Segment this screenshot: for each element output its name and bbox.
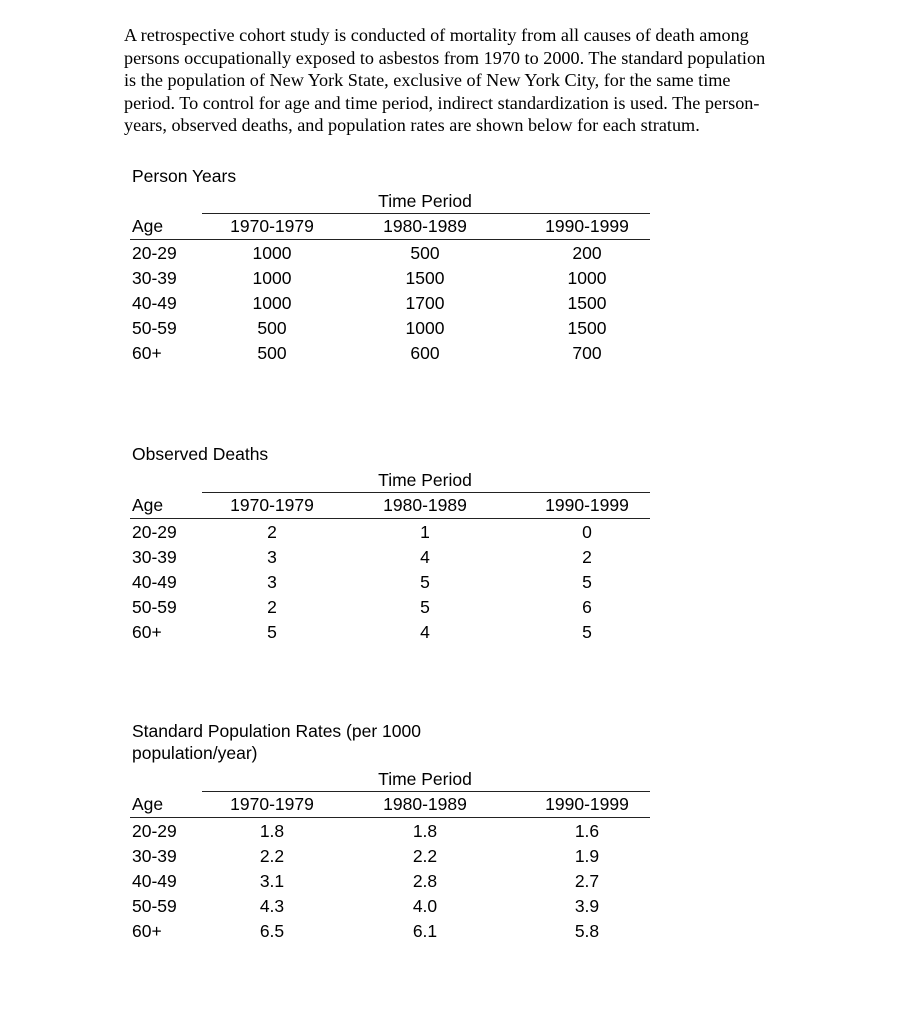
value-cell: 6.5 bbox=[259, 921, 285, 941]
table-row bbox=[130, 919, 650, 944]
intro-paragraph bbox=[124, 24, 836, 137]
value-cell: 1000 bbox=[252, 243, 292, 263]
standard-rates-title: Standard Population Rates (per 1000 population/year) bbox=[132, 721, 421, 763]
value-cell: 1000 bbox=[252, 268, 292, 288]
value-cell: 5 bbox=[582, 622, 592, 642]
age-cell: 20-29 bbox=[132, 821, 177, 841]
table-row bbox=[130, 819, 650, 844]
time-period-rule bbox=[202, 791, 650, 792]
time-period-rule bbox=[202, 213, 650, 214]
column-header: 1990-1999 bbox=[545, 794, 629, 814]
column-header: 1970-1979 bbox=[230, 495, 314, 515]
value-cell: 1500 bbox=[405, 268, 445, 288]
value-cell: 700 bbox=[572, 343, 602, 363]
value-cell: 200 bbox=[572, 243, 602, 263]
age-cell: 60+ bbox=[132, 622, 162, 642]
header-rule bbox=[130, 518, 650, 519]
table-row bbox=[130, 291, 650, 316]
column-header: 1990-1999 bbox=[545, 216, 629, 236]
value-cell: 6 bbox=[582, 597, 592, 617]
value-cell: 5 bbox=[420, 597, 430, 617]
value-cell: 6.1 bbox=[412, 921, 438, 941]
age-cell: 30-39 bbox=[132, 846, 177, 866]
table-row bbox=[130, 241, 650, 266]
value-cell: 1.8 bbox=[259, 821, 285, 841]
value-cell: 5 bbox=[582, 572, 592, 592]
column-header: 1970-1979 bbox=[230, 794, 314, 814]
intro-line: persons occupationally exposed to asbestos from 1970 to 2000. The standard population bbox=[124, 47, 766, 68]
value-cell: 3 bbox=[267, 547, 277, 567]
table-row bbox=[130, 520, 650, 545]
value-cell: 4 bbox=[420, 622, 430, 642]
person-years-table bbox=[130, 190, 650, 370]
age-header: Age bbox=[132, 495, 164, 515]
age-cell: 30-39 bbox=[132, 547, 177, 567]
value-cell: 1500 bbox=[567, 318, 607, 338]
value-cell: 500 bbox=[410, 243, 440, 263]
age-cell: 30-39 bbox=[132, 268, 177, 288]
value-cell: 3 bbox=[267, 572, 277, 592]
value-cell: 4.3 bbox=[259, 896, 285, 916]
column-header: 1980-1989 bbox=[383, 495, 467, 515]
value-cell: 5 bbox=[267, 622, 277, 642]
time-period-rule bbox=[202, 492, 650, 493]
value-cell: 2.2 bbox=[259, 846, 285, 866]
value-cell: 1000 bbox=[567, 268, 607, 288]
value-cell: 2.8 bbox=[412, 871, 438, 891]
value-cell: 5 bbox=[420, 572, 430, 592]
intro-line: period. To control for age and time period, indirect standardization is used. The person- bbox=[124, 92, 760, 113]
header-rule bbox=[130, 239, 650, 240]
age-cell: 50-59 bbox=[132, 597, 177, 617]
age-cell: 20-29 bbox=[132, 243, 177, 263]
value-cell: 3.1 bbox=[259, 871, 285, 891]
value-cell: 4 bbox=[420, 547, 430, 567]
time-period-label: Time Period bbox=[378, 191, 472, 211]
table-row bbox=[130, 266, 650, 291]
age-cell: 40-49 bbox=[132, 293, 177, 313]
value-cell: 2.2 bbox=[412, 846, 438, 866]
observed-deaths-title: Observed Deaths bbox=[132, 444, 269, 464]
age-cell: 50-59 bbox=[132, 318, 177, 338]
column-header: 1980-1989 bbox=[383, 794, 467, 814]
value-cell: 3.9 bbox=[574, 896, 600, 916]
age-cell: 50-59 bbox=[132, 896, 177, 916]
value-cell: 1.6 bbox=[574, 821, 600, 841]
table-row bbox=[130, 894, 650, 919]
intro-line: is the population of New York State, exclusive of New York City, for the same time bbox=[124, 70, 731, 91]
table-row bbox=[130, 595, 650, 620]
value-cell: 2.7 bbox=[574, 871, 600, 891]
value-cell: 1000 bbox=[252, 293, 292, 313]
age-cell: 60+ bbox=[132, 343, 162, 363]
column-header: 1970-1979 bbox=[230, 216, 314, 236]
age-cell: 40-49 bbox=[132, 871, 177, 891]
table-row bbox=[130, 545, 650, 570]
value-cell: 1 bbox=[420, 522, 430, 542]
table-row bbox=[130, 844, 650, 869]
value-cell: 2 bbox=[582, 547, 592, 567]
age-cell: 20-29 bbox=[132, 522, 177, 542]
table-row bbox=[130, 869, 650, 894]
age-cell: 60+ bbox=[132, 921, 162, 941]
value-cell: 1700 bbox=[405, 293, 445, 313]
age-header: Age bbox=[132, 216, 164, 236]
value-cell: 2 bbox=[267, 597, 277, 617]
value-cell: 500 bbox=[257, 318, 287, 338]
column-header: 1980-1989 bbox=[383, 216, 467, 236]
header-rule bbox=[130, 817, 650, 818]
value-cell: 1.8 bbox=[412, 821, 438, 841]
table-row bbox=[130, 620, 650, 645]
value-cell: 500 bbox=[257, 343, 287, 363]
time-period-label: Time Period bbox=[378, 470, 472, 490]
person-years-title: Person Years bbox=[132, 166, 237, 186]
observed-deaths-table bbox=[130, 469, 650, 649]
table-row bbox=[130, 316, 650, 341]
value-cell: 1500 bbox=[567, 293, 607, 313]
value-cell: 4.0 bbox=[412, 896, 438, 916]
value-cell: 2 bbox=[267, 522, 277, 542]
value-cell: 5.8 bbox=[574, 921, 600, 941]
age-header: Age bbox=[132, 794, 164, 814]
time-period-label: Time Period bbox=[378, 769, 472, 789]
value-cell: 0 bbox=[582, 522, 592, 542]
intro-line: A retrospective cohort study is conducted of mortality from all causes of death among bbox=[124, 25, 749, 45]
column-header: 1990-1999 bbox=[545, 495, 629, 515]
intro-line: years, observed deaths, and population rates are shown below for each stratum. bbox=[124, 115, 700, 136]
value-cell: 600 bbox=[410, 343, 440, 363]
value-cell: 1000 bbox=[405, 318, 445, 338]
value-cell: 1.9 bbox=[574, 846, 600, 866]
table-row bbox=[130, 570, 650, 595]
table-row bbox=[130, 341, 650, 366]
age-cell: 40-49 bbox=[132, 572, 177, 592]
standard-rates-table bbox=[130, 768, 650, 948]
